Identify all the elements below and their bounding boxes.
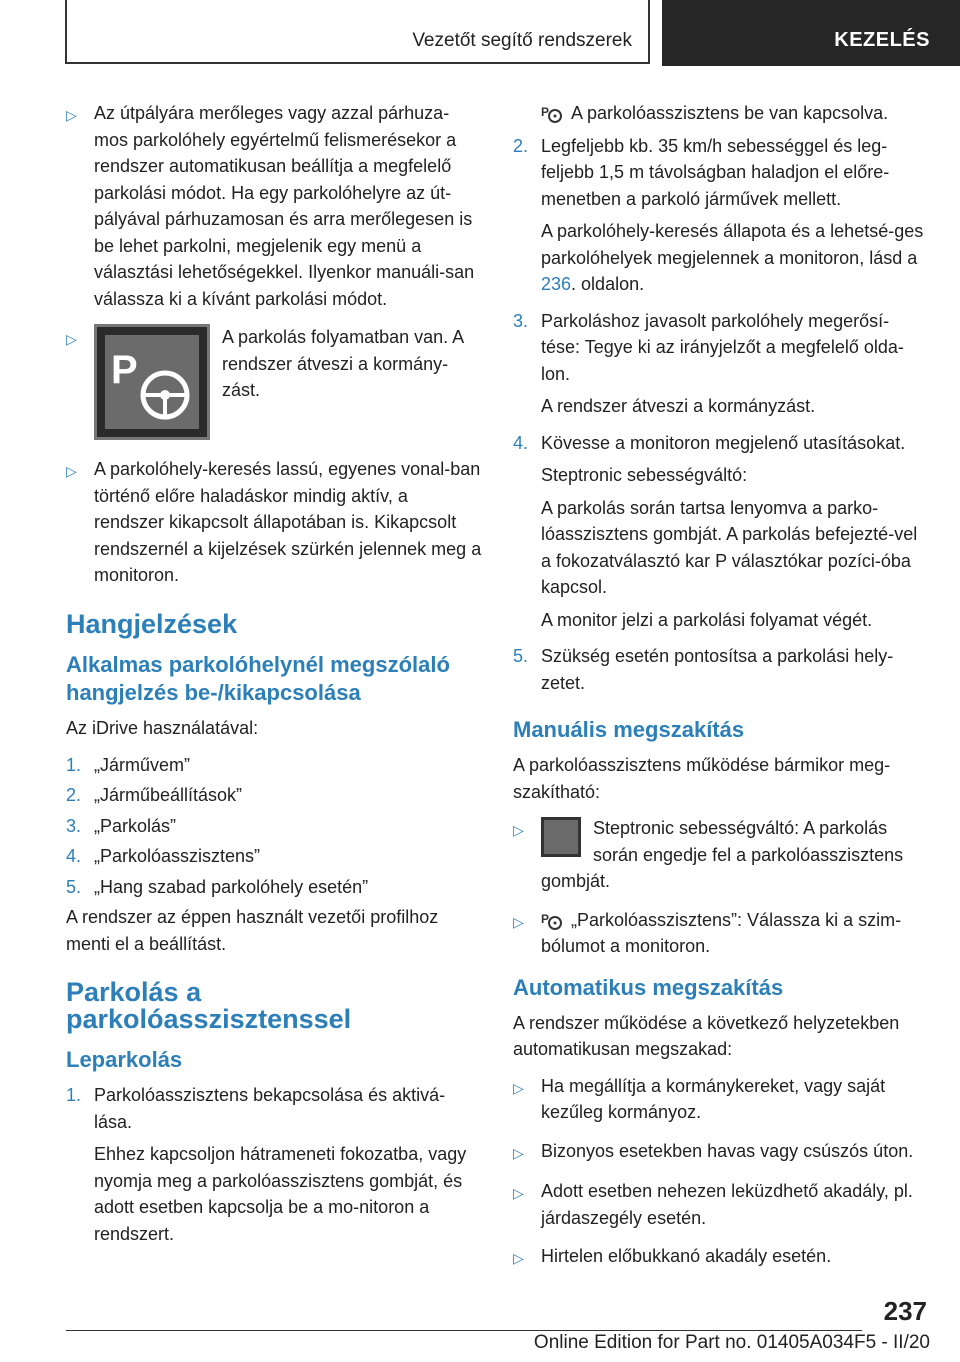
triangle-bullet-icon: ▷: [513, 1250, 524, 1266]
heading-automatikus: Automatikus megszakítás: [513, 974, 784, 1000]
svg-text:P: P: [541, 911, 550, 926]
page-number: 237: [883, 1296, 927, 1326]
triangle-bullet-icon: ▷: [513, 822, 524, 838]
step-item: 3. Parkoláshoz javasolt parkolóhely megerősí-tése: Tegye ki az irányjelzőt a megfelelő olda-lon. A rendszer átveszi a kormányzást.: [513, 310, 904, 416]
step-item: 5. Szükség esetén pontosítsa a parkolási hely-zetet.: [513, 646, 894, 693]
header-section-box: [662, 0, 960, 66]
parking-button-icon: [541, 817, 581, 857]
auto-intro: A rendszer működése a következő helyzetekben automatikusan megszakad:: [513, 1012, 900, 1059]
list-item: ▷ Az útpályára merőleges vagy azzal párhuza-mos parkolóhely egyértelmű felismerésekor a rendszer automatikusan beállítja a megfelelő parkolási módot. Ha egy parkolóhelyre az út-pályával párhuzamosan és arra merőlegesen is be lehet parkolni, megjelenik egy menü a választási lehetőségekkel. Ilyenkor manuáli-san válassza ki a kívánt parkolási módot.: [66, 100, 482, 312]
step-item: 1. „Járművem”: [66, 754, 191, 775]
list-item: ▷ Adott esetben nehezen leküzdhető akadály, pl. járdaszegély esetén.: [513, 1178, 928, 1231]
triangle-bullet-icon: ▷: [513, 1144, 524, 1161]
page-header: [0, 0, 960, 66]
left-column: [66, 100, 482, 1257]
step-item: 5. „Hang szabad parkolóhely esetén”: [66, 876, 369, 897]
profile-note: A rendszer az éppen használt vezetői profilhoz menti el a beállítást.: [66, 907, 439, 954]
assistant-on: P A parkolóasszisztens be van kapcsolva.: [541, 103, 889, 123]
triangle-bullet-icon: ▷: [66, 463, 77, 479]
svg-text:P: P: [111, 348, 138, 392]
header-section: KEZELÉS: [834, 29, 930, 51]
triangle-bullet-icon: ▷: [513, 1185, 524, 1201]
idrive-intro: Az iDrive használatával:: [66, 718, 259, 738]
step-item: 2. „Járműbeállítások”: [66, 785, 243, 805]
list-item: ▷ Steptronic sebességváltó: A parkolás során engedje fel a parkolóasszisztens gombját.: [513, 815, 928, 895]
list-item: ▷ A parkolóhely-keresés lassú, egyenes vonal-ban történő előre haladáskor mindig aktív, a rendszer kikapcsolt állapotában is. Kikapcsolt rendszernél a kijelzések szürkén jelennek meg a monitoron.: [66, 456, 482, 589]
step-item: 2. Legfeljebb kb. 35 km/h sebességgel és leg-feljebb 1,5 m távolságban haladjon el előre-menetben a parkoló járművek mellett. A parkolóhely-keresés állapota és a lehetsé-ges parkolóhelyek megjelennek a monitoron, lásd a 236. oldalon.: [513, 135, 924, 294]
step-item: 1. Parkolóasszisztens bekapcsolása és aktivá-lása. Ehhez kapcsoljon hátrameneti fokozatba, vagy nyomja meg a parkolóasszisztens gombját, és adott esetben kapcsolja be a mo-nitoron a rendszert.: [66, 1085, 467, 1244]
heading-hangjelzesek: Hangjelzések: [66, 608, 238, 639]
right-column: [513, 100, 928, 1284]
triangle-bullet-icon: ▷: [513, 913, 524, 930]
svg-text:P: P: [541, 105, 550, 120]
step-item: 4. Kövesse a monitoron megjelenő utasításokat. Steptronic sebességváltó: A parkolás során tartsa lenyomva a parko-lóasszisztens gombját. A parkolás befejezté-vel a fokozatválasztó kar P választókar pozíci-óba kapcsol. A monitor jelzi a parkolási folyamat végét.: [513, 432, 918, 630]
steps-list: [66, 752, 482, 901]
step-item: 4. „Parkolóasszisztens”: [66, 846, 261, 866]
list-item: ▷ P „Parkolóasszisztens”: Válassza ki a szim-bólumot a monitoron.: [513, 907, 928, 960]
header-title-box: [65, 0, 650, 64]
triangle-bullet-icon: ▷: [66, 107, 77, 123]
list-item: ▷ Hirtelen előbukkanó akadály esetén.: [513, 1243, 928, 1272]
footer-divider: [66, 1330, 862, 1331]
header-title: Vezetőt segítő rendszerek: [412, 30, 632, 51]
page-link[interactable]: 236: [541, 274, 572, 294]
parking-assist-icon: [541, 104, 563, 124]
manual-intro: A parkolóasszisztens működése bármikor meg-szakítható:: [513, 755, 891, 802]
step-item: 3. „Parkolás”: [66, 815, 177, 836]
list-item: ▷ Bizonyos esetekben havas vagy csúszós úton.: [513, 1138, 928, 1167]
triangle-bullet-icon: ▷: [513, 1079, 524, 1096]
footer-text: Online Edition for Part no. 01405A034F5 - II/20: [533, 1332, 930, 1353]
list-item: ▷ Ha megállítja a kormánykereket, vagy saját kezűleg kormányoz.: [513, 1073, 928, 1126]
heading-alkalmas: Alkalmas parkolóhelynél megszólaló hangjelzés be-/kikapcsolása: [66, 652, 450, 705]
parking-assist-icon: [541, 911, 563, 931]
heading-parkolas: Parkolás a parkolóasszisztenssel: [66, 977, 352, 1034]
heading-manualis: Manuális megszakítás: [513, 717, 745, 742]
parking-steering-icon: [94, 324, 210, 440]
list-item: ▷ P A parkolás folyamatban van. A rendszer átveszi a kormány-zást.: [66, 324, 482, 444]
heading-leparkolas: Leparkolás: [66, 1047, 183, 1072]
triangle-bullet-icon: ▷: [66, 331, 77, 347]
